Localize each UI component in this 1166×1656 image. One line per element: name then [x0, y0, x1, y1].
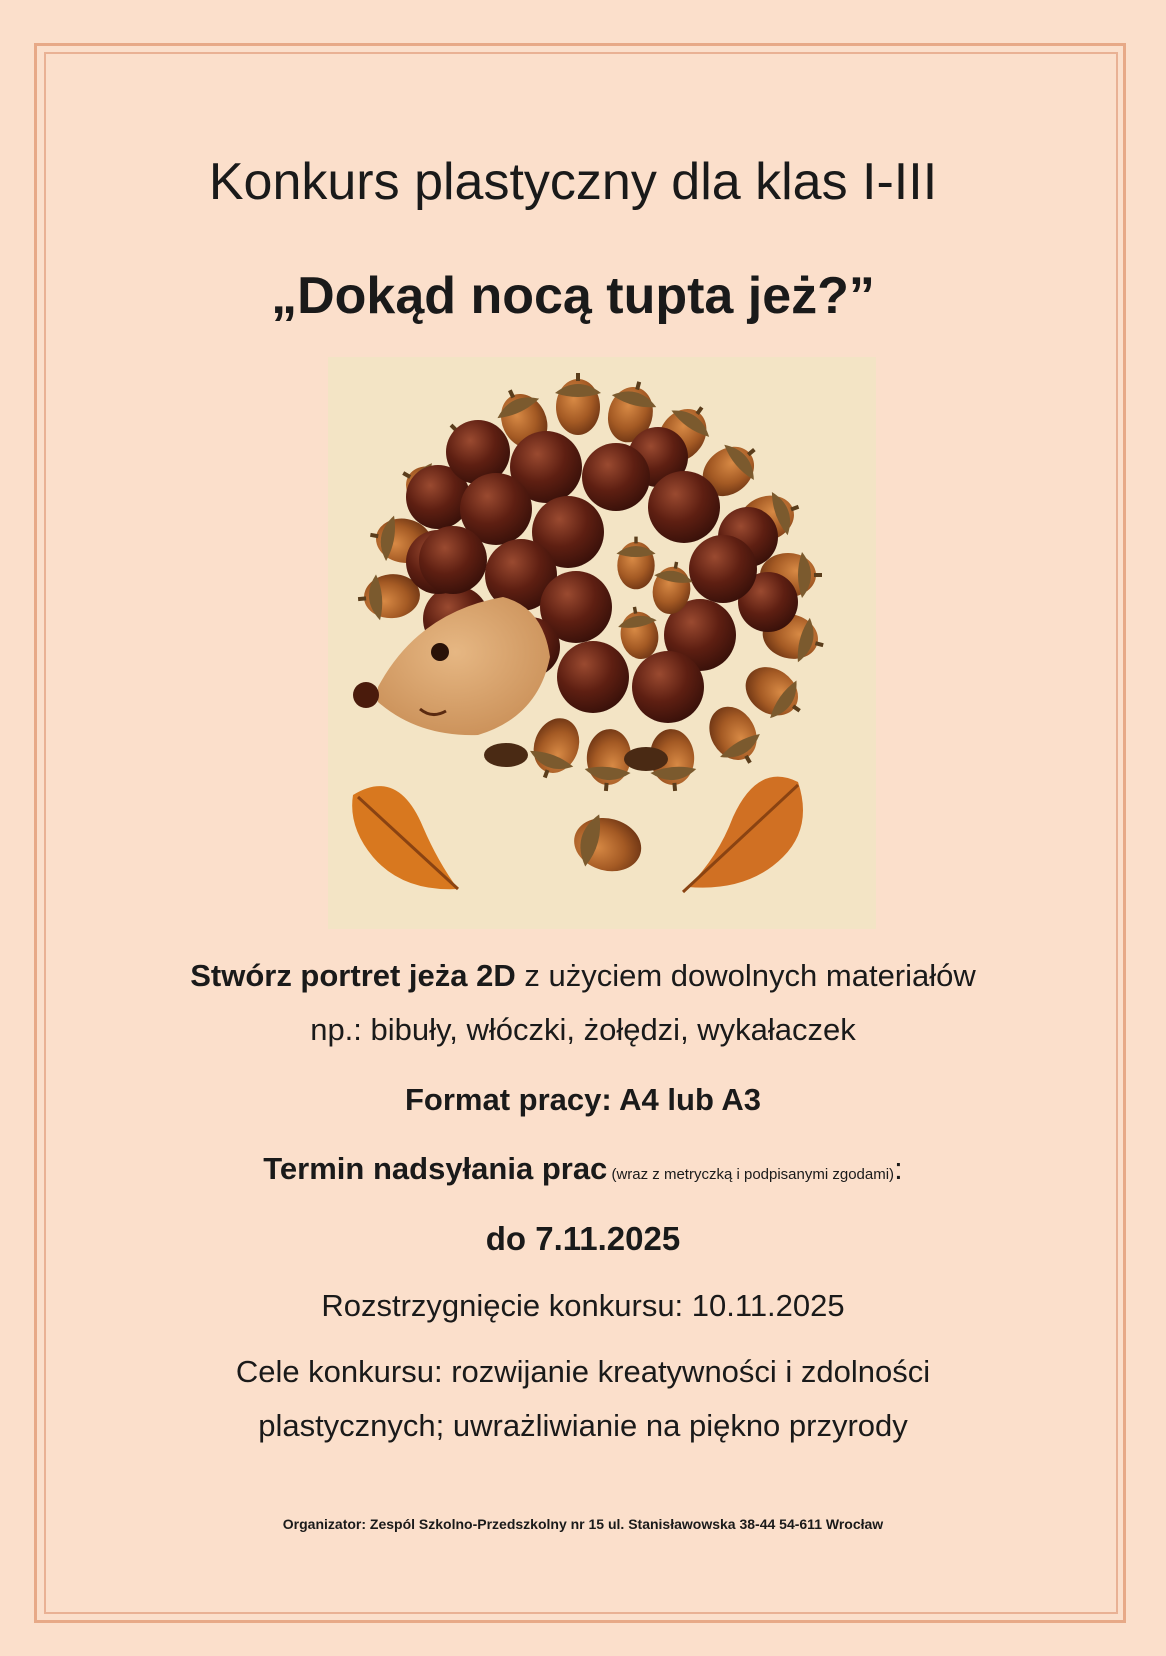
deadline-label: Termin nadsyłania prac: [263, 1151, 608, 1186]
goals-line-2: plastycznych; uwrażliwianie na piękno przyrody: [258, 1408, 908, 1443]
acorn-hedgehog-icon: [328, 357, 876, 929]
contest-name: „Dokąd nocą tupta jeż?”: [271, 267, 875, 325]
page-title: Konkurs plastyczny dla klas I-III: [208, 153, 938, 211]
goals-line-1: Cele konkursu: rozwijanie kreatywności i zdolności: [235, 1354, 931, 1389]
deadline-date: do 7.11.2025: [485, 1220, 681, 1257]
materials-list: np.: bibuły, włóczki, żołędzi, wykałaczek: [310, 1012, 856, 1047]
result-date: Rozstrzygnięcie konkursu: 10.11.2025: [321, 1288, 845, 1323]
task-description: [0, 958, 1166, 994]
deadline-line: [0, 1151, 1166, 1187]
task-rest: z użyciem dowolnych materiałów: [515, 958, 976, 993]
work-format: Format pracy: A4 lub A3: [404, 1082, 761, 1117]
deadline-note: (wraz z metryczką i podpisanymi zgodami): [607, 1166, 895, 1183]
deadline-colon: :: [894, 1151, 903, 1186]
hedgehog-illustration: [328, 357, 876, 929]
task-bold: Stwórz portret jeża 2D: [190, 958, 516, 993]
organizer-footer: Organizator: Zespól Szkolno-Przedszkolny nr 15 ul. Stanisławowska 38-44 54-611 Wrocław: [282, 1516, 884, 1532]
